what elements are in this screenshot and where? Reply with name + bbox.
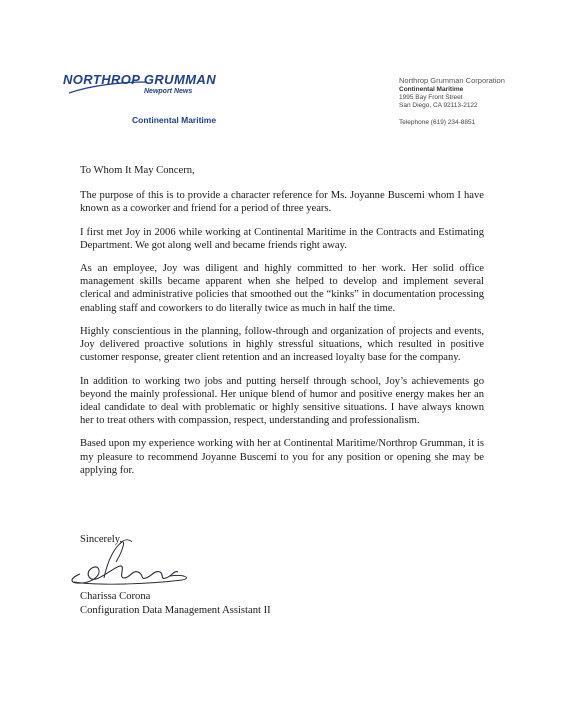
address-division: Continental Maritime [399,86,464,93]
paragraph: As an employee, Joy was diligent and highly committed to her work. Her solid office management skills became apparent when she helped to develop and implement several clerical and administrative policies that smoothed out the “kinks” in documentation processing enabling staff and coworkers to do literally twice as much in half the time. [80,263,484,314]
paragraph: In addition to working two jobs and putting herself through school, Joy’s achievements go beyond the mainly professional. Her unique blend of humor and positive energy makes her an ideal candidate to deal with problematic or highly sensitive situations. I have always known her to treat others with compassion, respect, understanding and professionalism. [80,375,484,426]
closing: Sincerely, [80,534,122,545]
closing-block [80,534,380,644]
paragraph: Based upon my experience working with her at Continental Maritime/Northrop Grumman, it is my pleasure to recommend Joyanne Buscemi to you for any position or opening she may be applying for. [80,438,484,476]
division-name: Continental Maritime [132,115,217,125]
signer-title: Configuration Data Management Assistant II [80,605,271,616]
logo-subbrand: Newport News [144,88,193,95]
address-telephone: Telephone (619) 234-8851 [399,119,476,126]
swoosh-icon [67,81,149,95]
signer-name: Charissa Corona [80,591,151,602]
address-block [399,76,505,127]
paragraph: I first met Joy in 2006 while working at Continental Maritime in the Contracts and Estimating Department. We got along well and became friends right away. [80,226,484,251]
address-corporation: Northrop Grumman Corporation [399,76,505,85]
handwritten-signature [60,538,210,592]
paragraph: The purpose of this is to provide a character reference for Ms. Joyanne Buscemi whom I have known as a coworker and friend for a period of three years. [80,190,484,215]
address-street: 1995 Bay Front Street [399,94,463,101]
letter-body [80,164,484,487]
address-city: San Diego, CA 92113-2122 [399,102,478,109]
logo-wordmark: NORTHROP GRUMMAN [63,72,217,87]
paragraph: Highly conscientious in the planning, follow-through and organization of projects and events, Joy delivered proactive solutions in highly stressful situations, which resulted in positive customer response, greater client retention and an increased loyalty base for the company. [80,326,484,364]
salutation: To Whom It May Concern, [80,165,195,176]
